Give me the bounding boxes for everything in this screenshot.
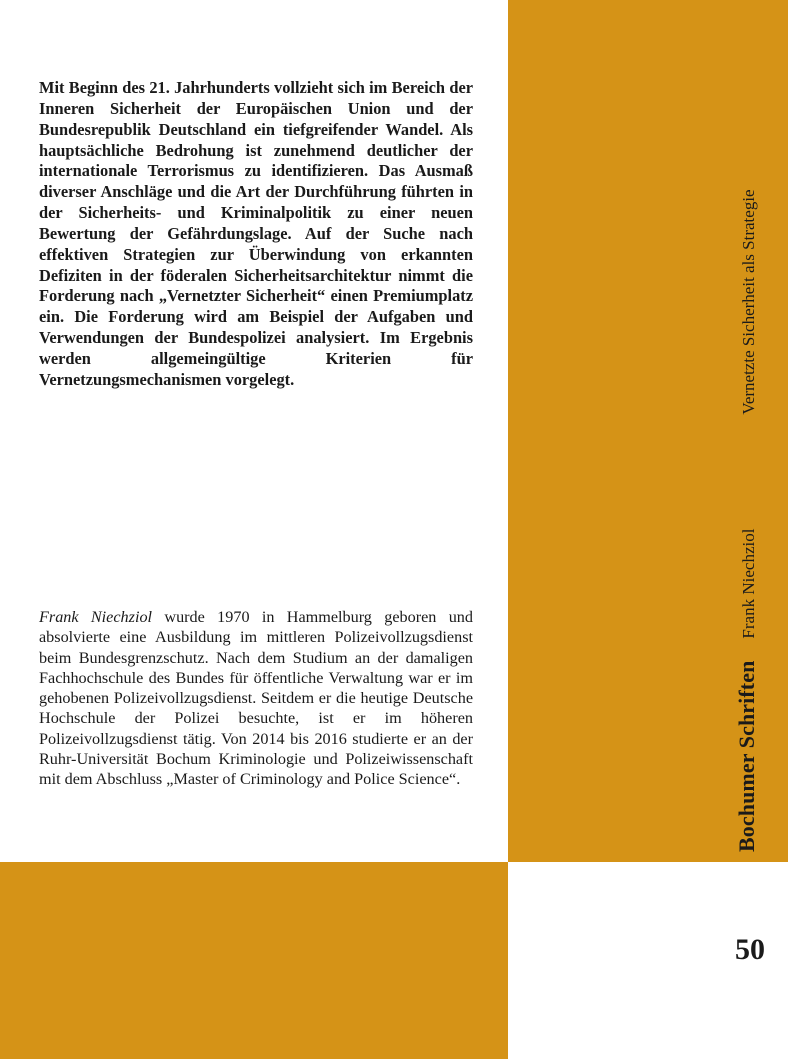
bottom-color-band — [0, 862, 508, 1059]
spine-text — [734, 189, 760, 852]
series-title: Bochumer Schriften — [734, 660, 759, 852]
volume-number: 50 — [735, 933, 765, 966]
spine-book-title: Vernetzte Sicherheit als Strategie — [739, 189, 758, 415]
blurb-text: Mit Beginn des 21. Jahrhunderts vollzieht sich im Bereich der Inneren Sicherheit der Europäischen Union und der Bundesrepublik Deutschland ein tiefgreifender Wandel. Als hauptsächliche Bedrohung ist zunehmend deutlicher der internationale Terrorismus zu identifizieren. Das Ausmaß diverser Anschläge und die Art der Durchführung führten in der Sicherheits- und Kriminalpolitik zu einer neuen Bewertung der Gefährdungslage. Auf der Suche nach effektiven Strategien zur Überwindung von erkannten Defiziten in der föderalen Sicherheitsarchitektur nimmt die Forderung nach „Vernetzter Sicherheit“ einen Premiumplatz ein. Die Forderung wird am Beispiel der Aufgaben und Verwendungen der Bundespolizei analysiert. Im Ergebnis werden allgemeingültige Kriterien für Vernetzungsmechanismen vorgelegt. — [39, 78, 473, 389]
bio-text: wurde 1970 in Hammelburg geboren und absolvierte eine Ausbildung im mittleren Polizeivollzugsdienst beim Bundesgrenzschutz. Nach dem Studium an der damaligen Fachhochschule des Bundes für öffentliche Verwaltung war er im gehobenen Polizeivollzugsdienst. Seitdem er die heutige Deutsche Hochschule der Polizei besuchte, ist er im höheren Polizeivollzugsdienst tätig. Von 2014 bis 2016 studierte er an der Ruhr-Universität Bochum Kriminologie und Polizeiwissenschaft mit dem Abschluss „Master of Criminology and Police Science“. — [39, 608, 473, 789]
book-blurb — [39, 78, 473, 391]
bio-author-name: Frank Niechziol — [39, 608, 153, 626]
author-bio — [39, 607, 473, 790]
spine-author: Frank Niechziol — [739, 528, 758, 639]
